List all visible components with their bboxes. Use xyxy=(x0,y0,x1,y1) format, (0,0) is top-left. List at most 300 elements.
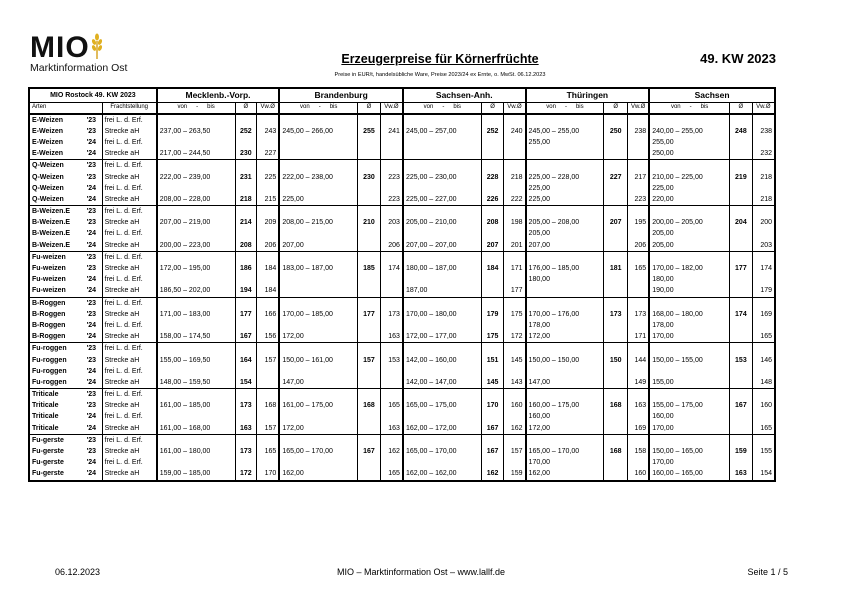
price-prev-week-avg: 162 xyxy=(504,423,526,435)
price-range: 161,00 – 168,00 xyxy=(157,423,235,435)
price-range: 159,00 – 185,00 xyxy=(157,468,235,480)
price-avg xyxy=(481,297,504,309)
price-prev-week-avg xyxy=(380,160,403,172)
price-avg xyxy=(235,274,257,285)
price-avg xyxy=(358,457,381,468)
price-range xyxy=(526,251,604,263)
freight-terms: frei L. d. Erf. xyxy=(102,297,157,309)
price-prev-week-avg: 146 xyxy=(752,354,775,365)
price-avg xyxy=(604,434,628,446)
price-prev-week-avg: 143 xyxy=(504,377,526,389)
price-avg xyxy=(358,320,381,331)
table-row xyxy=(29,217,775,228)
price-prev-week-avg xyxy=(752,343,775,355)
price-range xyxy=(403,297,481,309)
price-range: 225,00 xyxy=(649,183,729,194)
harvest-year: '23 xyxy=(86,402,97,410)
price-range xyxy=(403,343,481,355)
crop-name: E-Weizen xyxy=(29,114,85,126)
price-prev-week-avg xyxy=(380,366,403,377)
price-avg xyxy=(730,423,753,435)
freight-terms: frei L. d. Erf. xyxy=(102,389,157,401)
price-range xyxy=(157,343,235,355)
price-range xyxy=(279,285,357,297)
header-regions-row xyxy=(29,88,775,103)
price-avg xyxy=(358,194,381,206)
price-avg xyxy=(235,389,257,401)
crop-name: B-Weizen.E xyxy=(29,240,85,252)
table-row xyxy=(29,285,775,297)
price-range: 171,00 – 183,00 xyxy=(157,309,235,320)
price-prev-week-avg xyxy=(628,434,650,446)
price-range xyxy=(279,183,357,194)
price-prev-week-avg: 198 xyxy=(504,217,526,228)
price-range: 250,00 xyxy=(649,148,729,160)
price-avg xyxy=(604,228,628,239)
price-avg: 172 xyxy=(235,468,257,480)
price-prev-week-avg xyxy=(504,366,526,377)
price-avg xyxy=(358,411,381,422)
price-prev-week-avg: 175 xyxy=(504,309,526,320)
price-prev-week-avg xyxy=(752,206,775,218)
price-prev-week-avg xyxy=(257,251,280,263)
price-avg: 159 xyxy=(730,446,753,457)
crop-name: Triticale xyxy=(29,423,85,435)
mio-logo xyxy=(30,33,165,75)
price-range xyxy=(157,297,235,309)
price-range xyxy=(526,297,604,309)
price-avg xyxy=(730,251,753,263)
price-prev-week-avg: 223 xyxy=(628,194,650,206)
price-prev-week-avg: 203 xyxy=(752,240,775,252)
header-bis: bis xyxy=(575,104,584,111)
price-prev-week-avg xyxy=(380,148,403,160)
harvest-year: '23 xyxy=(86,173,97,181)
price-avg: 177 xyxy=(358,309,381,320)
price-range xyxy=(526,206,604,218)
harvest-year: '23 xyxy=(86,116,97,124)
price-prev-week-avg: 148 xyxy=(752,377,775,389)
price-prev-week-avg: 157 xyxy=(504,446,526,457)
price-prev-week-avg xyxy=(504,206,526,218)
price-prev-week-avg xyxy=(380,389,403,401)
price-range xyxy=(157,274,235,285)
price-prev-week-avg: 179 xyxy=(752,285,775,297)
price-avg xyxy=(235,251,257,263)
price-avg xyxy=(481,343,504,355)
crop-name: Fu-roggen xyxy=(29,343,85,355)
price-range xyxy=(279,114,357,126)
price-range: 170,00 – 185,00 xyxy=(279,309,357,320)
harvest-year: '24 xyxy=(86,241,97,249)
price-prev-week-avg: 169 xyxy=(752,309,775,320)
header-columns-row xyxy=(29,103,775,114)
price-avg: 248 xyxy=(730,126,753,137)
price-prev-week-avg xyxy=(380,377,403,389)
price-avg: 181 xyxy=(604,263,628,274)
price-prev-week-avg: 149 xyxy=(628,377,650,389)
price-prev-week-avg xyxy=(752,366,775,377)
price-prev-week-avg: 215 xyxy=(257,194,280,206)
price-prev-week-avg: 162 xyxy=(380,446,403,457)
price-avg: 177 xyxy=(730,263,753,274)
price-avg: 230 xyxy=(235,148,257,160)
price-prev-week-avg: 165 xyxy=(752,331,775,343)
price-avg: 168 xyxy=(604,446,628,457)
price-avg xyxy=(481,411,504,422)
price-range: 190,00 xyxy=(649,285,729,297)
header-dash: - xyxy=(318,104,321,111)
price-prev-week-avg xyxy=(380,251,403,263)
price-avg xyxy=(604,468,628,480)
price-prev-week-avg xyxy=(504,411,526,422)
price-avg: 164 xyxy=(235,354,257,365)
price-prev-week-avg xyxy=(380,228,403,239)
price-range xyxy=(157,366,235,377)
price-avg: 250 xyxy=(604,126,628,137)
price-range xyxy=(279,389,357,401)
price-range: 165,00 – 175,00 xyxy=(403,400,481,411)
price-avg xyxy=(730,274,753,285)
price-avg xyxy=(730,297,753,309)
price-prev-week-avg: 223 xyxy=(380,171,403,182)
price-prev-week-avg xyxy=(628,137,650,148)
price-range: 255,00 xyxy=(649,137,729,148)
price-avg xyxy=(481,183,504,194)
price-prev-week-avg: 184 xyxy=(257,263,280,274)
price-range xyxy=(649,160,729,172)
price-avg xyxy=(358,297,381,309)
header-bis: bis xyxy=(329,104,338,111)
table-row xyxy=(29,148,775,160)
price-prev-week-avg xyxy=(504,183,526,194)
price-range xyxy=(157,389,235,401)
price-avg xyxy=(481,148,504,160)
price-prev-week-avg xyxy=(380,343,403,355)
price-note: Preise in EUR/t, handelsübliche Ware, Preise 2023/24 ex Ernte, o. MwSt. 06.12.2023 xyxy=(334,72,546,78)
price-prev-week-avg xyxy=(628,411,650,422)
freight-terms: Strecke aH xyxy=(102,446,157,457)
price-prev-week-avg xyxy=(257,377,280,389)
price-prev-week-avg: 201 xyxy=(504,240,526,252)
price-avg xyxy=(604,206,628,218)
price-prev-week-avg: 165 xyxy=(380,468,403,480)
price-range xyxy=(403,137,481,148)
price-prev-week-avg xyxy=(257,366,280,377)
price-range: 160,00 xyxy=(649,411,729,422)
price-prev-week-avg xyxy=(628,160,650,172)
price-prev-week-avg: 172 xyxy=(504,331,526,343)
crop-name: Fu-gerste xyxy=(29,457,85,468)
table-row xyxy=(29,274,775,285)
price-avg xyxy=(730,285,753,297)
harvest-year: '24 xyxy=(86,150,97,158)
price-avg xyxy=(481,228,504,239)
price-range: 186,50 – 202,00 xyxy=(157,285,235,297)
price-prev-week-avg: 240 xyxy=(504,126,526,137)
price-avg: 167 xyxy=(481,423,504,435)
header-range xyxy=(279,103,357,114)
price-avg xyxy=(358,274,381,285)
price-avg xyxy=(481,389,504,401)
price-prev-week-avg: 168 xyxy=(257,400,280,411)
price-range: 170,00 xyxy=(649,457,729,468)
price-range: 161,00 – 185,00 xyxy=(157,400,235,411)
price-avg xyxy=(358,137,381,148)
price-avg: 219 xyxy=(730,171,753,182)
price-range xyxy=(279,434,357,446)
price-range: 245,00 – 255,00 xyxy=(526,126,604,137)
price-range xyxy=(403,457,481,468)
price-avg: 255 xyxy=(358,126,381,137)
price-range: 180,00 xyxy=(526,274,604,285)
crop-name: E-Weizen xyxy=(29,148,85,160)
price-avg: 207 xyxy=(604,217,628,228)
harvest-year: '24 xyxy=(86,184,97,192)
price-avg: 210 xyxy=(358,217,381,228)
price-avg: 252 xyxy=(235,126,257,137)
price-range: 180,00 – 187,00 xyxy=(403,263,481,274)
price-avg xyxy=(604,366,628,377)
price-prev-week-avg: 153 xyxy=(380,354,403,365)
price-avg xyxy=(730,137,753,148)
price-range: 225,00 – 228,00 xyxy=(526,171,604,182)
header-avg: Ø xyxy=(730,103,753,114)
price-range: 208,00 – 215,00 xyxy=(279,217,357,228)
price-prev-week-avg xyxy=(504,343,526,355)
price-range: 142,00 – 160,00 xyxy=(403,354,481,365)
price-range: 200,00 – 223,00 xyxy=(157,240,235,252)
price-prev-week-avg xyxy=(752,457,775,468)
freight-terms: Strecke aH xyxy=(102,217,157,228)
price-avg xyxy=(235,137,257,148)
page-title: Erzeugerpreise für Körnerfrüchte xyxy=(341,52,539,66)
harvest-year: '23 xyxy=(85,297,103,309)
price-avg xyxy=(358,366,381,377)
price-range: 220,00 xyxy=(649,194,729,206)
price-range xyxy=(649,206,729,218)
price-range xyxy=(157,160,235,172)
freight-terms: Strecke aH xyxy=(102,423,157,435)
price-prev-week-avg: 170 xyxy=(257,468,280,480)
header-range xyxy=(403,103,481,114)
price-prev-week-avg: 203 xyxy=(380,217,403,228)
price-range xyxy=(403,183,481,194)
crop-name: Fu-weizen xyxy=(29,263,85,274)
price-range: 162,00 – 162,00 xyxy=(403,468,481,480)
price-range xyxy=(526,366,604,377)
price-avg xyxy=(358,148,381,160)
header-von: von xyxy=(423,104,434,111)
price-prev-week-avg: 157 xyxy=(257,423,280,435)
freight-terms: frei L. d. Erf. xyxy=(102,160,157,172)
price-prev-week-avg xyxy=(257,434,280,446)
price-prev-week-avg: 206 xyxy=(257,240,280,252)
price-avg: 163 xyxy=(730,468,753,480)
freight-terms: frei L. d. Erf. xyxy=(102,411,157,422)
price-avg: 228 xyxy=(481,171,504,182)
price-avg xyxy=(358,114,381,126)
header-bis: bis xyxy=(700,104,709,111)
price-avg xyxy=(358,183,381,194)
price-range xyxy=(403,228,481,239)
price-prev-week-avg: 156 xyxy=(257,331,280,343)
price-range: 160,00 – 175,00 xyxy=(526,400,604,411)
price-prev-week-avg: 174 xyxy=(380,263,403,274)
price-avg xyxy=(730,183,753,194)
price-avg xyxy=(235,320,257,331)
price-prev-week-avg: 223 xyxy=(380,194,403,206)
freight-terms: frei L. d. Erf. xyxy=(102,183,157,194)
price-range: 150,00 – 150,00 xyxy=(526,354,604,365)
header-range xyxy=(157,103,235,114)
price-avg: 174 xyxy=(730,309,753,320)
harvest-year: '23 xyxy=(86,448,97,456)
price-range xyxy=(649,114,729,126)
price-prev-week-avg xyxy=(752,137,775,148)
price-range xyxy=(649,434,729,446)
header-avg: Ø xyxy=(604,103,628,114)
price-prev-week-avg xyxy=(628,285,650,297)
price-range xyxy=(526,434,604,446)
harvest-year: '24 xyxy=(86,138,97,146)
price-prev-week-avg: 218 xyxy=(752,171,775,182)
price-range: 155,00 – 175,00 xyxy=(649,400,729,411)
price-range: 170,00 – 182,00 xyxy=(649,263,729,274)
harvest-year: '24 xyxy=(86,276,97,284)
harvest-year: '24 xyxy=(86,459,97,467)
price-prev-week-avg: 218 xyxy=(752,194,775,206)
price-prev-week-avg: 160 xyxy=(752,400,775,411)
table-row xyxy=(29,251,775,263)
price-avg xyxy=(235,343,257,355)
table-row xyxy=(29,411,775,422)
header-vw: Vw.Ø xyxy=(628,103,650,114)
price-range xyxy=(157,251,235,263)
price-range xyxy=(279,457,357,468)
price-avg xyxy=(730,160,753,172)
price-prev-week-avg xyxy=(752,251,775,263)
price-prev-week-avg: 166 xyxy=(257,309,280,320)
harvest-year: '23 xyxy=(85,343,103,355)
price-avg: 177 xyxy=(235,309,257,320)
header-corner: MIO Rostock 49. KW 2023 xyxy=(29,88,157,103)
price-avg xyxy=(604,137,628,148)
price-prev-week-avg xyxy=(257,389,280,401)
price-prev-week-avg xyxy=(380,183,403,194)
price-prev-week-avg: 184 xyxy=(257,285,280,297)
price-range xyxy=(279,160,357,172)
header-avg: Ø xyxy=(235,103,257,114)
crop-name: B-Weizen.E xyxy=(29,217,85,228)
crop-name: Triticale xyxy=(29,411,85,422)
price-prev-week-avg: 217 xyxy=(628,171,650,182)
price-range: 172,00 xyxy=(279,331,357,343)
header-avg: Ø xyxy=(358,103,381,114)
price-range: 160,00 xyxy=(526,411,604,422)
harvest-year: '24 xyxy=(86,333,97,341)
price-avg: 154 xyxy=(235,377,257,389)
price-avg xyxy=(604,194,628,206)
crop-name: Q-Weizen xyxy=(29,160,85,172)
price-prev-week-avg xyxy=(257,411,280,422)
price-prev-week-avg xyxy=(504,137,526,148)
header-region: Brandenburg xyxy=(279,88,403,103)
price-avg: 167 xyxy=(235,331,257,343)
table-row xyxy=(29,377,775,389)
price-prev-week-avg xyxy=(504,434,526,446)
price-range xyxy=(649,251,729,263)
price-range xyxy=(649,389,729,401)
harvest-year: '24 xyxy=(86,321,97,329)
price-range: 172,00 xyxy=(279,423,357,435)
price-avg: 214 xyxy=(235,217,257,228)
price-range xyxy=(157,114,235,126)
crop-name: Fu-weizen xyxy=(29,285,85,297)
price-avg: 167 xyxy=(730,400,753,411)
price-range: 165,00 – 170,00 xyxy=(279,446,357,457)
price-avg xyxy=(730,194,753,206)
price-prev-week-avg xyxy=(504,297,526,309)
price-avg xyxy=(235,297,257,309)
header-bis: bis xyxy=(453,104,462,111)
price-avg xyxy=(481,457,504,468)
header-von: von xyxy=(300,104,310,111)
price-range xyxy=(157,137,235,148)
price-range: 162,00 – 172,00 xyxy=(403,423,481,435)
table-row xyxy=(29,389,775,401)
price-prev-week-avg: 160 xyxy=(504,400,526,411)
price-range: 208,00 – 228,00 xyxy=(157,194,235,206)
price-range xyxy=(526,343,604,355)
price-range: 237,00 – 263,50 xyxy=(157,126,235,137)
price-prev-week-avg xyxy=(628,320,650,331)
header-dash: - xyxy=(196,104,199,111)
harvest-year: '23 xyxy=(85,389,103,401)
price-prev-week-avg xyxy=(380,274,403,285)
price-range: 155,00 – 169,50 xyxy=(157,354,235,365)
price-prev-week-avg xyxy=(257,137,280,148)
price-range: 178,00 xyxy=(649,320,729,331)
price-avg: 151 xyxy=(481,354,504,365)
table-row xyxy=(29,206,775,218)
price-prev-week-avg xyxy=(504,320,526,331)
price-prev-week-avg xyxy=(628,251,650,263)
price-range: 178,00 xyxy=(526,320,604,331)
header-range xyxy=(649,103,729,114)
price-range: 222,00 – 239,00 xyxy=(157,171,235,182)
price-range xyxy=(526,285,604,297)
price-range: 162,00 xyxy=(526,468,604,480)
crop-name: Fu-roggen xyxy=(29,366,85,377)
price-avg: 218 xyxy=(235,194,257,206)
price-prev-week-avg xyxy=(628,206,650,218)
header-avg: Ø xyxy=(481,103,504,114)
price-avg xyxy=(730,343,753,355)
price-prev-week-avg xyxy=(752,411,775,422)
price-prev-week-avg xyxy=(628,343,650,355)
crop-name: B-Roggen xyxy=(29,320,85,331)
price-avg xyxy=(604,389,628,401)
crop-name: B-Roggen xyxy=(29,297,85,309)
price-avg xyxy=(358,240,381,252)
price-avg xyxy=(730,366,753,377)
price-range: 245,00 – 266,00 xyxy=(279,126,357,137)
header-dash: - xyxy=(442,104,445,111)
price-range: 225,00 xyxy=(279,194,357,206)
freight-terms: Strecke aH xyxy=(102,331,157,343)
price-avg: 173 xyxy=(235,446,257,457)
